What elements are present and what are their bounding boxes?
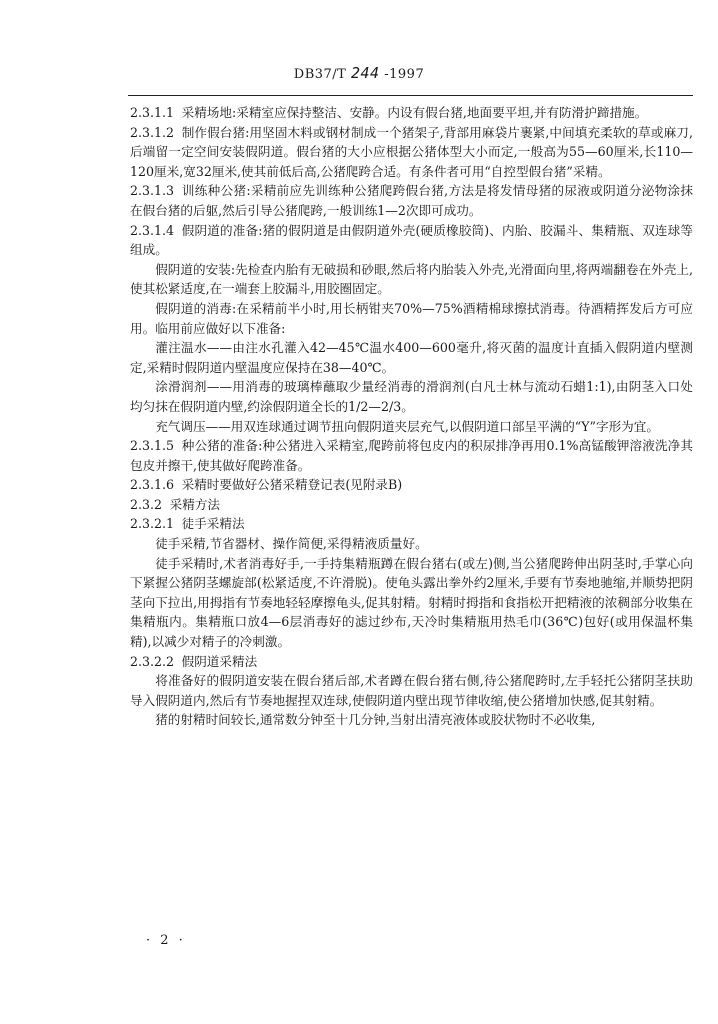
paragraph-text: 徒手采精法 bbox=[181, 516, 245, 532]
paragraph bbox=[130, 299, 693, 338]
section-number: 2.3.2.2 bbox=[130, 653, 175, 669]
section-number: 2.3.1.2 bbox=[130, 124, 175, 140]
section-number: 2.3.2.1 bbox=[130, 516, 175, 532]
paragraph-text: 采精前应先训练种公猪爬跨假台猪,方法是将发情母猪的尿液或阴道分泌物涂抹在假台猪的后躯,然后引导公猪爬跨,一般训练1—2次即可成功。 bbox=[130, 183, 693, 218]
section-number: 2.3.1.1 bbox=[130, 105, 175, 120]
paragraph-text: 徒手采精时,术者消毒好手,一手持集精瓶蹲在假台猪右(或左)侧,当公猪爬跨伸出阴茎时,手掌心向下紧握公猪阴茎螺旋部(松紧适度,不许滑脱)。使龟头露出拳外约2厘米,手要有节奏地驰缩,并顺势把阴茎向下拉出,用拇指有节奏地轻轻摩擦龟头,促其射精。射精时拇指和食指松开把精液的浓稠部分收集在集精瓶内。集精瓶口放4—6层消毒好的滤过纱布,天冷时集精瓶用热毛巾(36℃)包好(或用保温杯集精),以减少对精子的冷刺激。 bbox=[130, 555, 693, 650]
document-body bbox=[130, 103, 693, 730]
paragraph-text: 猪的假阴道是由假阴道外壳(硬质橡胶筒)、内胎、胶漏斗、集精瓶、双连球等组成。 bbox=[130, 222, 694, 258]
paragraph-text: 采精时要做好公猪采精登记表(见附录B) bbox=[181, 477, 403, 493]
section-number: 2.3.1.4 bbox=[130, 222, 175, 238]
paragraph bbox=[130, 377, 693, 416]
paragraph bbox=[130, 103, 693, 123]
paragraph bbox=[130, 514, 693, 534]
paragraph-text: 灌注温水——由注水孔灌入42—45℃温水400—600毫升,将灭菌的温度计直插入假阴道内壁测定,采精时假阴道内壁温度应保持在38—40℃。 bbox=[130, 340, 693, 375]
section-title: 种公猪的准备: bbox=[181, 438, 263, 454]
page-header bbox=[0, 64, 718, 82]
section-number: 2.3.1.6 bbox=[130, 477, 175, 493]
paragraph bbox=[130, 710, 693, 730]
section-number: 2.3.2 bbox=[130, 496, 163, 512]
paragraph bbox=[130, 123, 693, 182]
paragraph bbox=[130, 554, 693, 652]
paragraph bbox=[130, 260, 693, 299]
paragraph-text: 采精方法 bbox=[169, 496, 220, 512]
paragraph bbox=[130, 495, 693, 515]
standard-number: 244 bbox=[351, 64, 380, 82]
standard-year: -1997 bbox=[384, 67, 425, 82]
paragraph bbox=[130, 436, 693, 475]
paragraph-text: 种公猪进入采精室,爬跨前将包皮内的积尿排净再用0.1%高锰酸钾溶液洗净其包皮并擦干,使其做好爬跨准备。 bbox=[130, 438, 693, 473]
paragraph-text: 充气调压——用双连球通过调节扭向假阴道夹层充气,以假阴道口部呈平满的“Y”字形为宜。 bbox=[155, 418, 659, 434]
paragraph-text: 涂滑润剂——用消毒的玻璃棒蘸取少量经消毒的滑润剂(白凡士林与流动石蜡1:1),由阴茎入口处均匀抹在假阴道内壁,约涂假阴道全长的1/2—2/3。 bbox=[130, 379, 693, 414]
paragraph-text: 假阴道采精法 bbox=[181, 653, 258, 669]
section-title: 假阴道的准备: bbox=[181, 222, 263, 238]
paragraph bbox=[130, 338, 693, 377]
section-number: 2.3.1.5 bbox=[130, 438, 175, 454]
paragraph bbox=[130, 181, 693, 220]
paragraph-text: 假阴道的消毒:在采精前半小时,用长柄钳夹70%—75%酒精棉球擦拭消毒。待酒精挥发后方可应用。临用前应做好以下准备: bbox=[130, 300, 693, 336]
paragraph bbox=[130, 534, 693, 554]
paragraph-text: 徒手采精,节省器材、操作简便,采得精液质量好。 bbox=[155, 536, 428, 552]
paragraph bbox=[130, 652, 693, 672]
header-rule bbox=[128, 95, 693, 96]
section-title: 制作假台猪: bbox=[181, 124, 250, 140]
paragraph bbox=[130, 417, 693, 437]
page-number: · 2 · bbox=[146, 933, 186, 948]
paragraph-text: 采精室应保持整洁、安静。内设有假台猪,地面要平坦,并有防滑护蹄措施。 bbox=[236, 105, 648, 120]
paragraph-text: 假阴道的安装:先检查内胎有无破损和砂眼,然后将内胎装入外壳,光滑面向里,将两端翻卷在外壳上,使其松紧适度,在一端套上胶漏斗,用胶圈固定。 bbox=[130, 261, 693, 297]
paragraph-text: 用坚固木料或钢材制成一个猪架子,背部用麻袋片裹紧,中间填充柔软的草或麻刀,后端留一定空间安装假阴道。假台猪的大小应根据公猪体型大小而定,一般高为55—60厘米,长110—120厘米,宽32厘米,使其前低后高,公猪爬跨合适。有条件者可用“自控型假台猪”采精。 bbox=[130, 124, 693, 179]
section-title: 训练种公猪: bbox=[181, 183, 251, 199]
section-number: 2.3.1.3 bbox=[130, 183, 175, 199]
paragraph-text: 将准备好的假阴道安装在假台猪后部,术者蹲在假台猪右侧,待公猪爬跨时,左手轻托公猪阴茎扶助导入假阴道内,然后有节奏地握捏双连球,使假阴道内壁出现节律收缩,使公猪增加快感,促其射精。 bbox=[130, 673, 693, 708]
paragraph bbox=[130, 475, 693, 495]
paragraph bbox=[130, 221, 693, 260]
section-title: 采精场地: bbox=[181, 105, 237, 120]
standard-prefix: DB37/T bbox=[293, 67, 347, 82]
paragraph-text: 猪的射精时间较长,通常数分钟至十几分钟,当射出清亮液体或胶状物时不必收集, bbox=[155, 712, 596, 728]
paragraph bbox=[130, 671, 693, 710]
